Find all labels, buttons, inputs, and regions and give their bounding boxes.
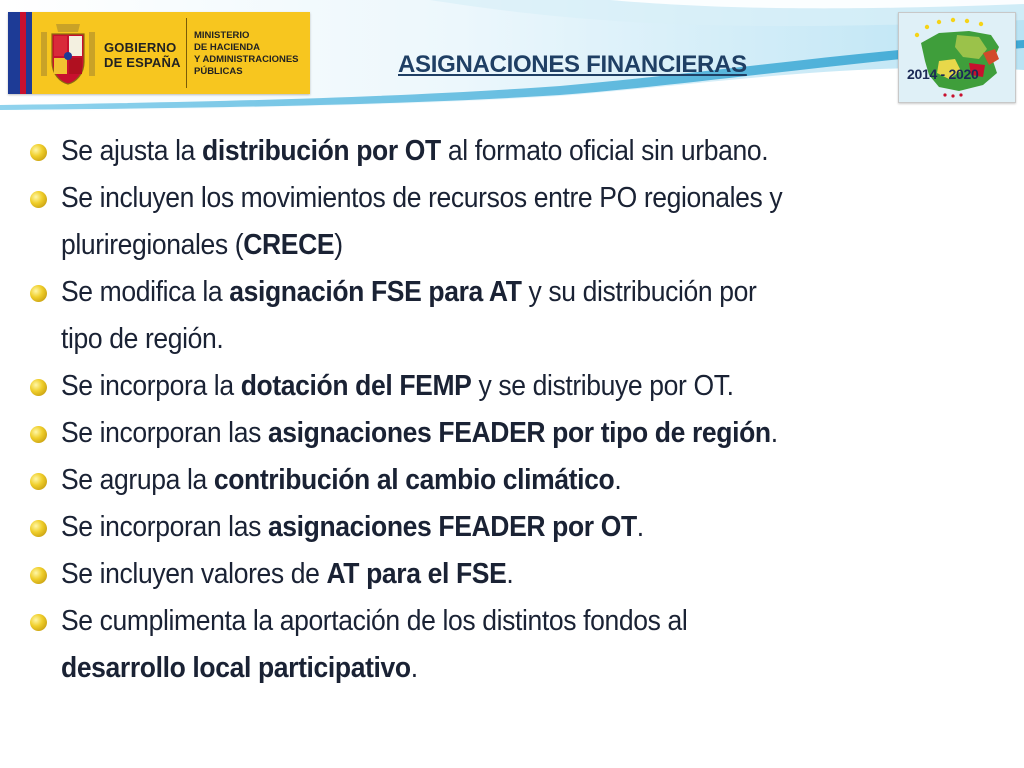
- text-segment: Se cumplimenta la aportación de los distintos fondos al: [61, 605, 688, 637]
- bullet-line: [61, 316, 939, 363]
- gold-dot-icon: [30, 520, 47, 537]
- bullet-line: [61, 363, 939, 410]
- bold-text: asignación FSE para AT: [229, 276, 522, 308]
- spanish-coat-of-arms-icon: [38, 20, 98, 88]
- text-segment: pluriregionales (: [61, 229, 244, 261]
- ministry-line-2: DE HACIENDA: [194, 42, 260, 53]
- bullet-line: [61, 269, 939, 316]
- bold-text: distribución por OT: [202, 135, 441, 167]
- text-segment: Se incorporan las: [61, 511, 268, 543]
- government-line-1: GOBIERNO: [104, 40, 177, 55]
- bold-text: dotación del FEMP: [240, 370, 472, 402]
- ministry-name: [194, 30, 299, 78]
- bullet-line: [61, 645, 939, 692]
- bullet-item: [30, 504, 1005, 551]
- text-segment: Se incluyen valores de: [61, 558, 327, 590]
- flag-strip: [8, 12, 32, 94]
- bullet-item: [30, 457, 1005, 504]
- text-segment: .: [614, 464, 622, 496]
- bullet-line: [61, 222, 939, 269]
- bullet-item: [30, 551, 1005, 598]
- gold-dot-icon: [30, 285, 47, 302]
- bullet-item: [30, 175, 1005, 269]
- government-name: [104, 40, 181, 70]
- gold-dot-icon: [30, 473, 47, 490]
- bullet-list: [30, 128, 1005, 692]
- bold-text: contribución al cambio climático: [213, 464, 615, 496]
- text-segment: tipo de región.: [61, 323, 224, 355]
- bullet-line: [61, 410, 939, 457]
- text-segment: y su distribución por: [521, 276, 757, 308]
- government-logo: [8, 12, 310, 94]
- ministry-line-4: PÚBLICAS: [194, 66, 243, 77]
- ministry-line-3: Y ADMINISTRACIONES: [194, 54, 299, 65]
- text-segment: .: [770, 417, 778, 449]
- text-segment: Se incluyen los movimientos de recursos entre PO regionales y: [61, 182, 783, 214]
- gold-dot-icon: [30, 567, 47, 584]
- bold-text: asignaciones FEADER por tipo de región: [267, 417, 771, 449]
- bullet-item: [30, 410, 1005, 457]
- text-segment: al formato oficial sin urbano.: [440, 135, 769, 167]
- bullet-line: [61, 128, 939, 175]
- bold-text: desarrollo local participativo: [61, 652, 411, 684]
- bold-text: asignaciones FEADER por OT: [267, 511, 637, 543]
- bullet-item: [30, 598, 1005, 692]
- text-segment: Se incorporan las: [61, 417, 268, 449]
- gold-dot-icon: [30, 144, 47, 161]
- text-segment: .: [410, 652, 418, 684]
- bullet-item: [30, 363, 1005, 410]
- text-segment: Se agrupa la: [61, 464, 214, 496]
- text-segment: .: [636, 511, 644, 543]
- logo-divider: [186, 18, 187, 88]
- gold-dot-icon: [30, 614, 47, 631]
- program-period: 2014 - 2020: [907, 66, 979, 82]
- gold-dot-icon: [30, 379, 47, 396]
- text-segment: ): [334, 229, 343, 261]
- bold-text: CRECE: [243, 229, 335, 261]
- bullet-item: [30, 128, 1005, 175]
- spain-map-icon: [899, 13, 1015, 102]
- text-segment: Se modifica la: [61, 276, 230, 308]
- bold-text: AT para el FSE: [326, 558, 507, 590]
- text-segment: Se ajusta la: [61, 135, 203, 167]
- text-segment: y se distribuye por OT.: [471, 370, 734, 402]
- bullet-line: [61, 598, 939, 645]
- bullet-item: [30, 269, 1005, 363]
- government-line-2: DE ESPAÑA: [104, 55, 181, 70]
- bullet-line: [61, 551, 939, 598]
- bullet-line: [61, 457, 939, 504]
- bullet-line: [61, 175, 939, 222]
- program-badge: [898, 12, 1016, 103]
- text-segment: .: [506, 558, 514, 590]
- bullet-line: [61, 504, 939, 551]
- ministry-line-1: MINISTERIO: [194, 30, 250, 41]
- slide-title: ASIGNACIONES FINANCIERAS: [398, 51, 747, 78]
- gold-dot-icon: [30, 426, 47, 443]
- gold-dot-icon: [30, 191, 47, 208]
- text-segment: Se incorpora la: [61, 370, 241, 402]
